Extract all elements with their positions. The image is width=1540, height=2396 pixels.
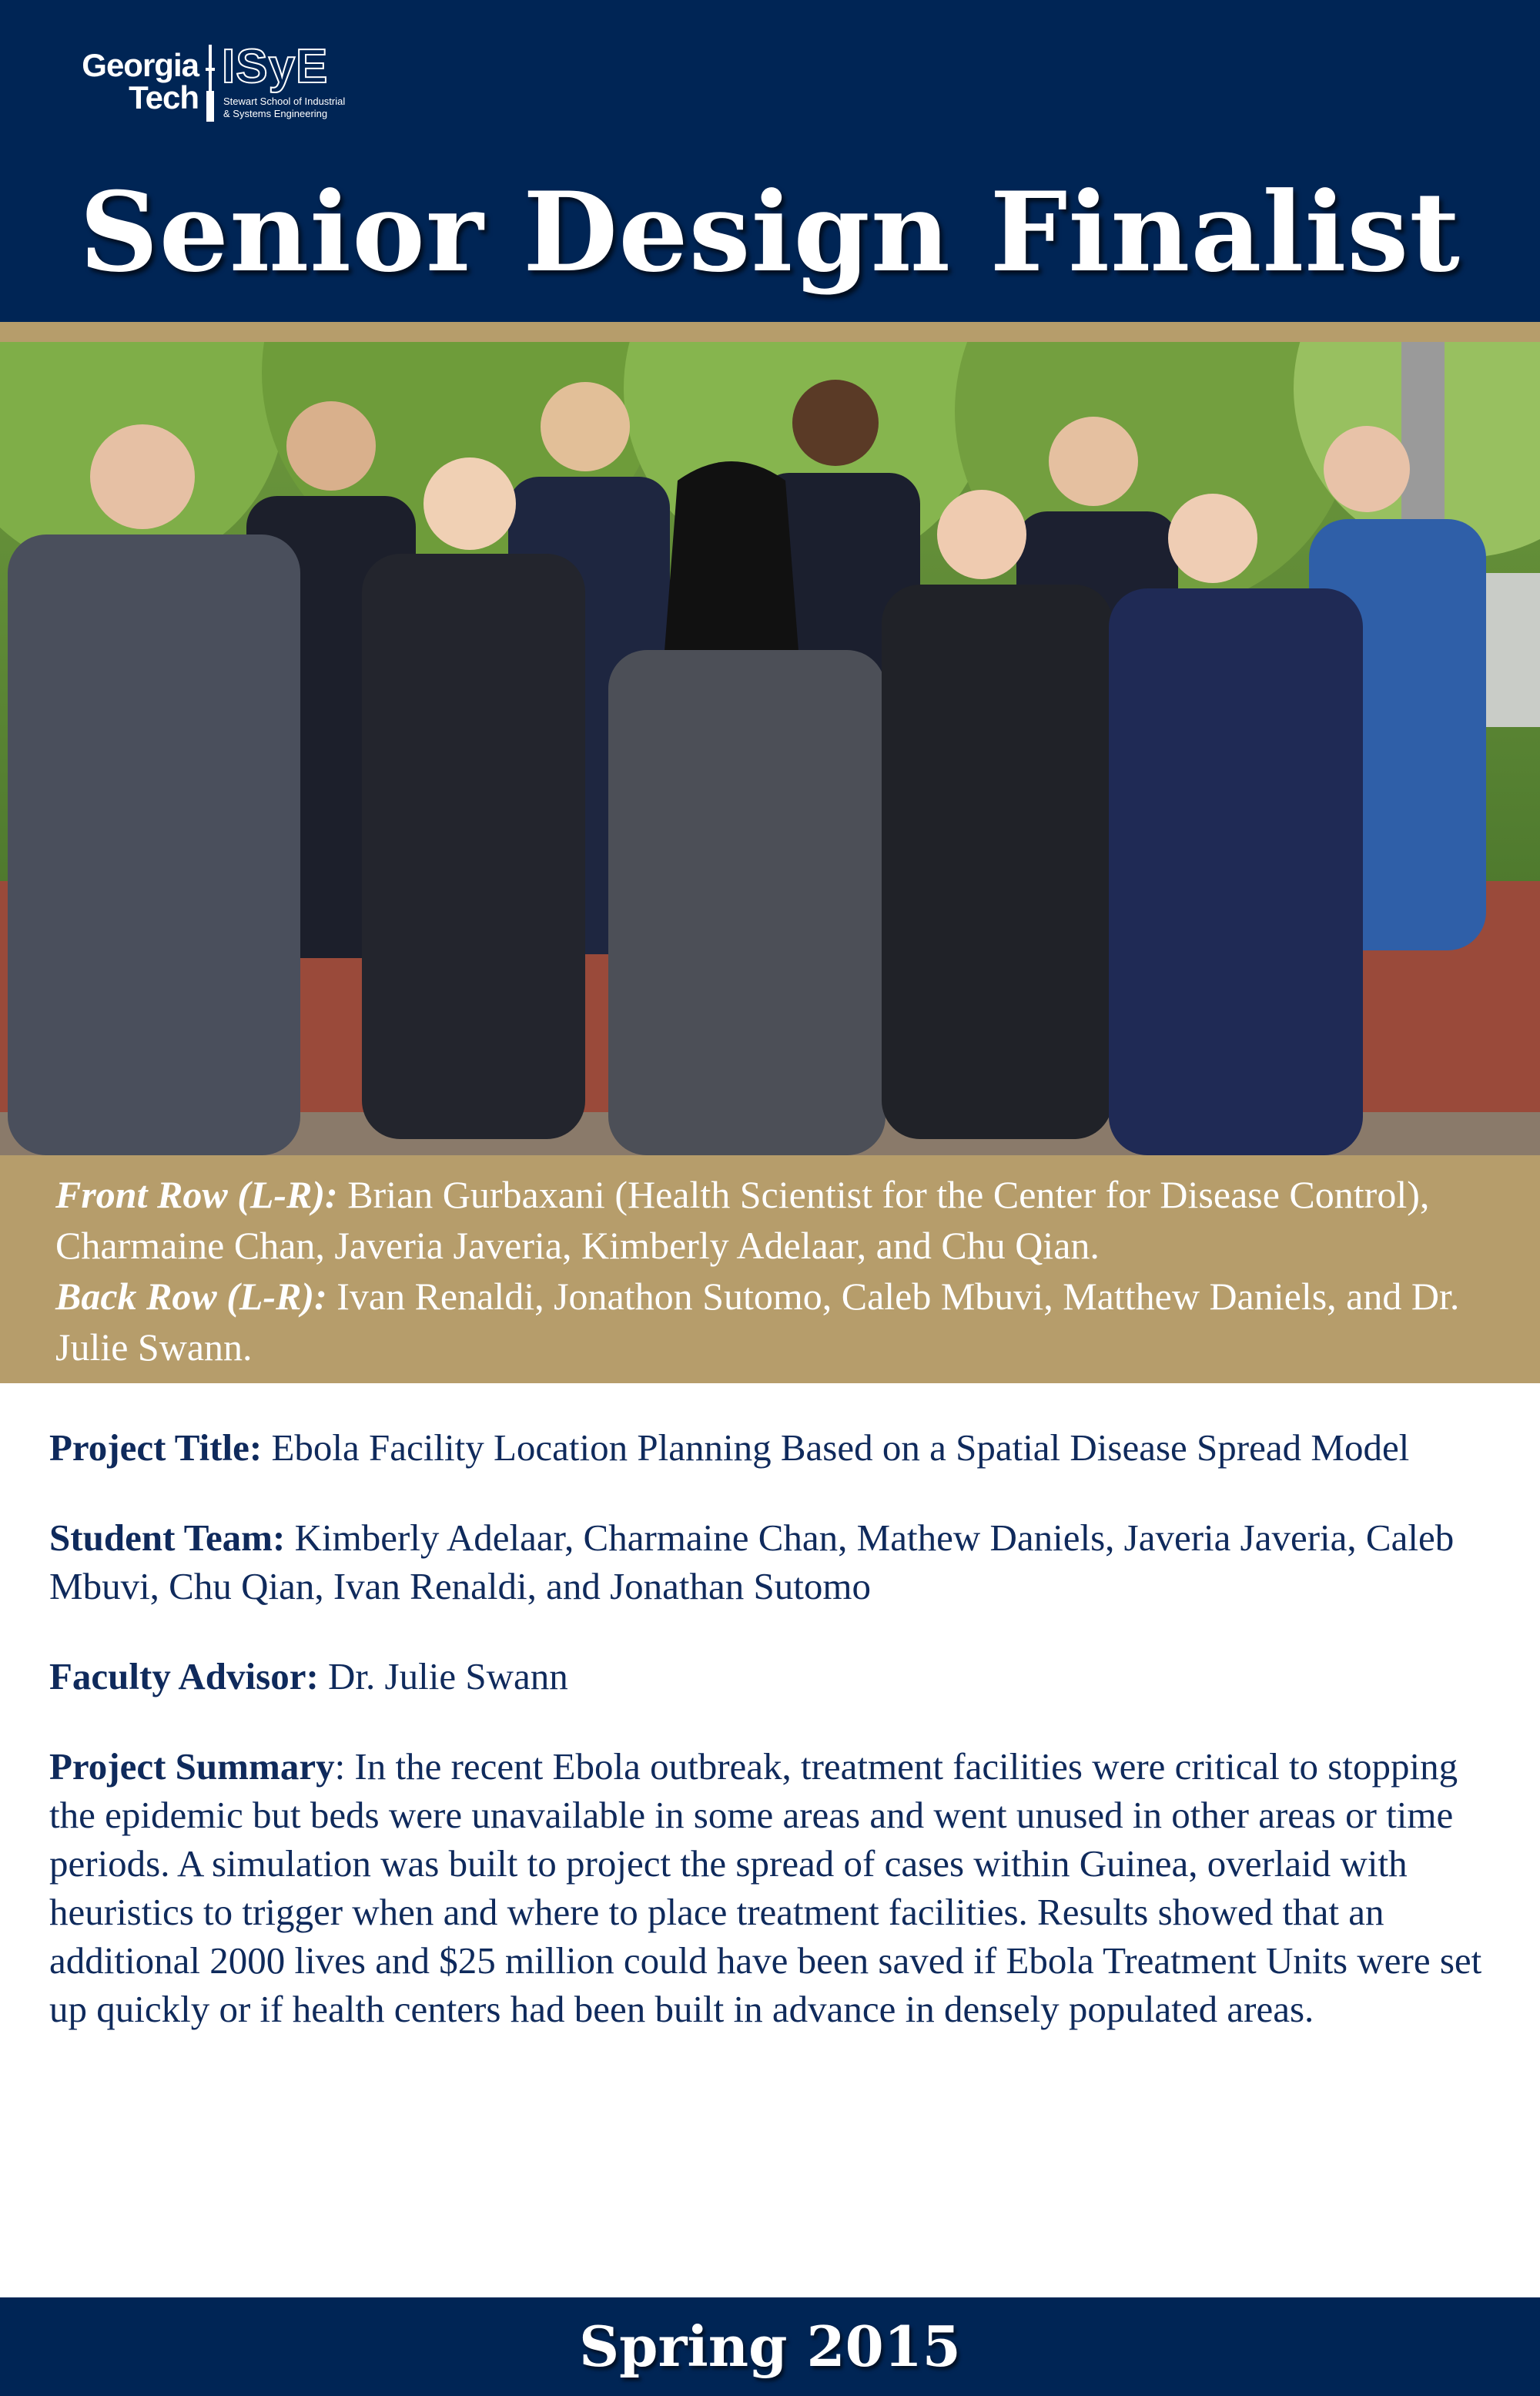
back-row-names: Ivan Renaldi, Jonathon Sutomo, Caleb Mbuvi, Matthew Daniels, and Dr. Julie Swann.: [55, 1275, 1460, 1369]
front-row-label: Front Row (L-R):: [55, 1173, 338, 1216]
photo-caption: [0, 1155, 1540, 1383]
back-row-label: Back Row (L-R):: [55, 1275, 327, 1318]
term-label: Spring 2015: [579, 2314, 961, 2379]
team-photo-illustration: [0, 342, 1540, 1155]
project-details: [49, 1423, 1497, 2075]
header-banner: [0, 0, 1540, 322]
gold-divider: [0, 322, 1540, 342]
project-title: Project Title: Ebola Facility Location Planning Based on a Spatial Disease Spread Model: [49, 1426, 1410, 1469]
georgia-tech-isye-logo: [37, 40, 376, 125]
tech-tower-icon: [205, 45, 216, 122]
front-row-names: Brian Gurbaxani (Health Scientist for the Center for Disease Control), Charmaine Chan, Javeria Javeria, Kimberly Adelaar, and Chu Qian.: [55, 1173, 1430, 1267]
school-name: Stewart School of Industrial & Systems Engineering: [223, 96, 346, 119]
team-photo: [0, 342, 1540, 1155]
footer-banner: [0, 2297, 1540, 2396]
project-summary: Project Summary: In the recent Ebola outbreak, treatment facilities were critical to stopping the epidemic but beds were unavailable in some areas and went unused in other areas or time periods. A simulation was built to project the spread of cases within Guinea, overlaid with heuristics to trigger when and where to place treatment facilities. Results showed that an additional 2000 lives and $25 million could have been saved if Ebola Treatment Units were set up quickly or if health centers had been built in advance in densely populated areas.: [49, 1745, 1482, 2030]
student-team: Student Team: Kimberly Adelaar, Charmaine Chan, Mathew Daniels, Javeria Javeria, Caleb Mbuvi, Chu Qian, Ivan Renaldi, and Jonathan Sutomo: [49, 1516, 1455, 1607]
isye-wordmark: ISyE: [222, 40, 329, 93]
faculty-advisor: Faculty Advisor: Dr. Julie Swann: [49, 1655, 568, 1697]
georgia-tech-wordmark: Georgia Tech: [82, 47, 199, 116]
page-title: Senior Design Finalist: [79, 169, 1461, 297]
